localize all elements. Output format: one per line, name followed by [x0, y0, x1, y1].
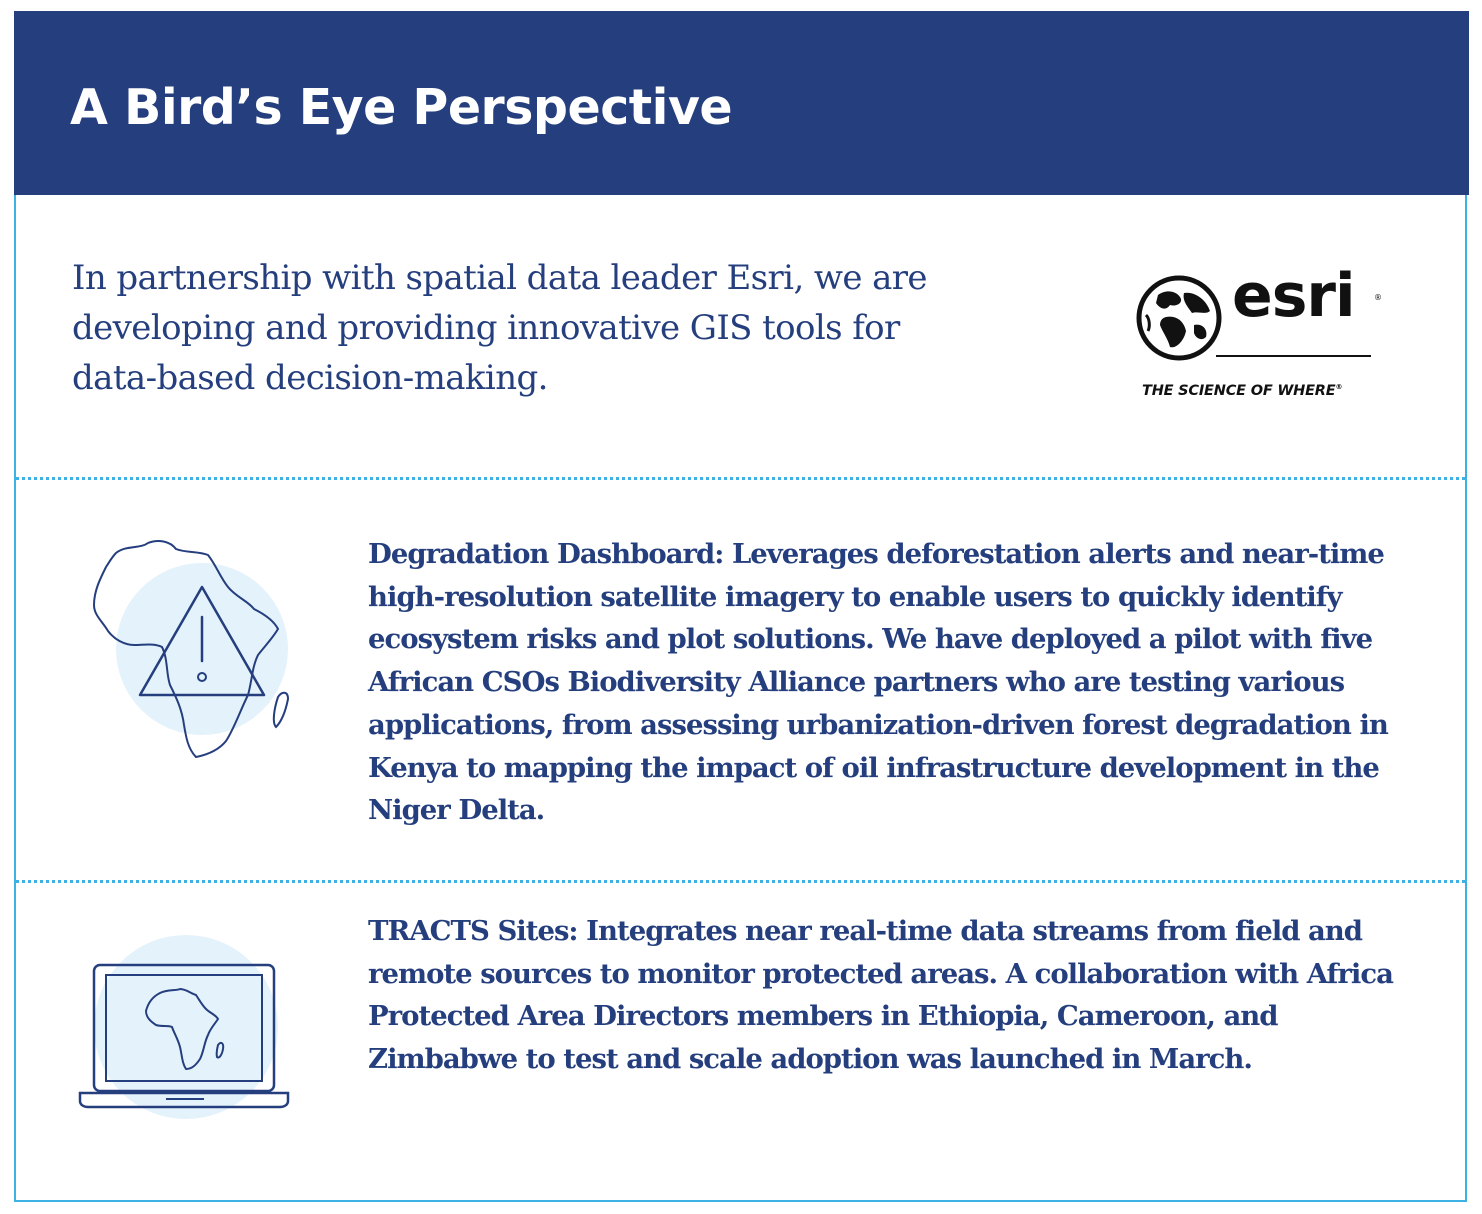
degradation-dashboard-text — [368, 533, 1393, 832]
degradation-dashboard-body: Leverages deforestation alerts and near-time high-resolution satellite imagery to enable users to quickly identify ecosystem risks and plot solutions. We have deployed a pilot with five African CSOs Biodiversity Alliance partners who are testing various applications, from assessing urbanization-driven forest degradation in Kenya to mapping the impact of oil infrastructure development in the Niger Delta. — [368, 538, 1388, 827]
tracts-sites-title: TRACTS Sites: — [368, 915, 578, 947]
logo-rule — [1216, 355, 1371, 357]
content-card — [14, 11, 1467, 1202]
page-title: A Bird’s Eye Perspective — [70, 79, 733, 136]
tagline-text: THE SCIENCE OF WHERE — [1142, 383, 1336, 399]
tracts-sites-text — [368, 910, 1393, 1081]
tracts-sites-body: Integrates near real-time data streams from field and remote sources to monitor protected areas. A collaboration with Africa Protected Area Directors members in Ethiopia, Cameroon, and Zimbabwe to test and scale adoption was launched in March. — [368, 915, 1393, 1076]
laptop-africa-icon — [76, 933, 296, 1123]
esri-logo — [1136, 261, 1386, 411]
esri-wordmark: esri — [1232, 261, 1355, 331]
africa-warning-icon — [82, 535, 302, 765]
header-banner — [14, 11, 1469, 195]
section-divider — [16, 880, 1465, 883]
tagline-registered: ® — [1335, 383, 1343, 391]
registered-mark: ® — [1374, 293, 1382, 302]
globe-icon — [1136, 275, 1222, 361]
intro-text: In partnership with spatial data leader Esri, we are developing and providing innovative GIS tools for data-based decision-making. — [72, 258, 927, 398]
section-divider — [16, 477, 1465, 480]
degradation-dashboard-title: Degradation Dashboard: — [368, 538, 724, 570]
esri-tagline — [1142, 383, 1342, 399]
